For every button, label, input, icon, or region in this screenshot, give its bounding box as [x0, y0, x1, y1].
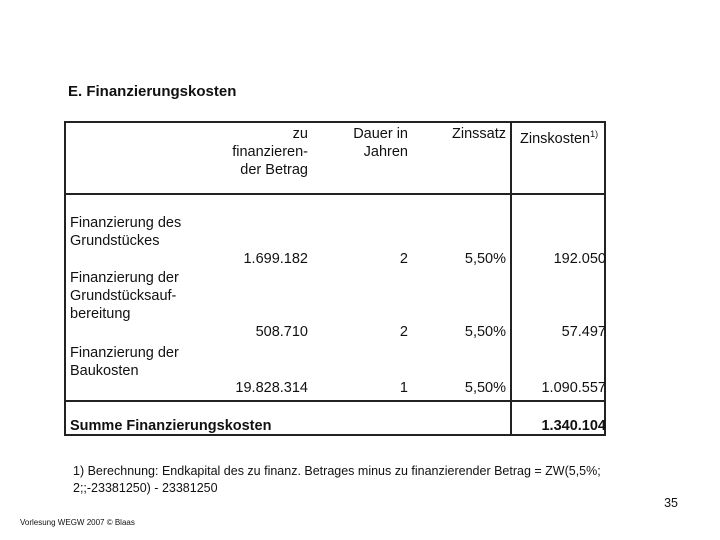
total-divider [66, 400, 604, 402]
row-label-grundstueck: Finanzierung des Grundstückes [70, 215, 182, 249]
column-divider [510, 123, 512, 434]
row-betrag-aufbereitung: 508.710 [255, 324, 308, 340]
row-betrag-grundstueck: 1.699.182 [243, 251, 308, 267]
section-title: E. Finanzierungskosten [68, 83, 237, 100]
footnote: 1) Berechnung: Endkapital des zu finanz. Betrages minus zu finanzierender Betrag = ZW(5,5%; 2;;-23381250) - 23381250 [73, 464, 601, 495]
row-zins-grundstueck: 5,50% [464, 251, 506, 267]
total-label: Summe Finanzierungskosten [70, 418, 272, 434]
page-number: 35 [664, 496, 678, 510]
row-zins-baukosten: 5,50% [464, 380, 506, 396]
financing-cost-table [64, 121, 606, 436]
footnote-marker: 1) [590, 129, 599, 139]
row-kosten-aufbereitung: 57.497 [561, 324, 606, 340]
header-divider [66, 193, 604, 195]
total-value: 1.340.104 [541, 418, 606, 434]
row-betrag-baukosten: 19.828.314 [235, 380, 308, 396]
header-zinssatz: Zinssatz [452, 126, 506, 142]
row-label-baukosten: Finanzierung der Baukosten [70, 345, 179, 379]
header-zinskosten [520, 125, 610, 148]
row-zins-aufbereitung: 5,50% [464, 324, 506, 340]
row-kosten-grundstueck: 192.050 [553, 251, 606, 267]
header-zinskosten-label: Zinskosten [520, 131, 591, 147]
row-label-aufbereitung: Finanzierung der Grundstücksauf- bereitung [70, 270, 179, 322]
row-dauer-grundstueck: 2 [399, 251, 408, 267]
row-dauer-aufbereitung: 2 [399, 324, 408, 340]
copyright-notice: Vorlesung WEGW 2007 © Blaas [20, 518, 135, 527]
row-kosten-baukosten: 1.090.557 [541, 380, 606, 396]
row-dauer-baukosten: 1 [399, 380, 408, 396]
header-betrag: zu finanzieren- der Betrag [232, 126, 308, 178]
header-dauer: Dauer in Jahren [353, 126, 408, 160]
